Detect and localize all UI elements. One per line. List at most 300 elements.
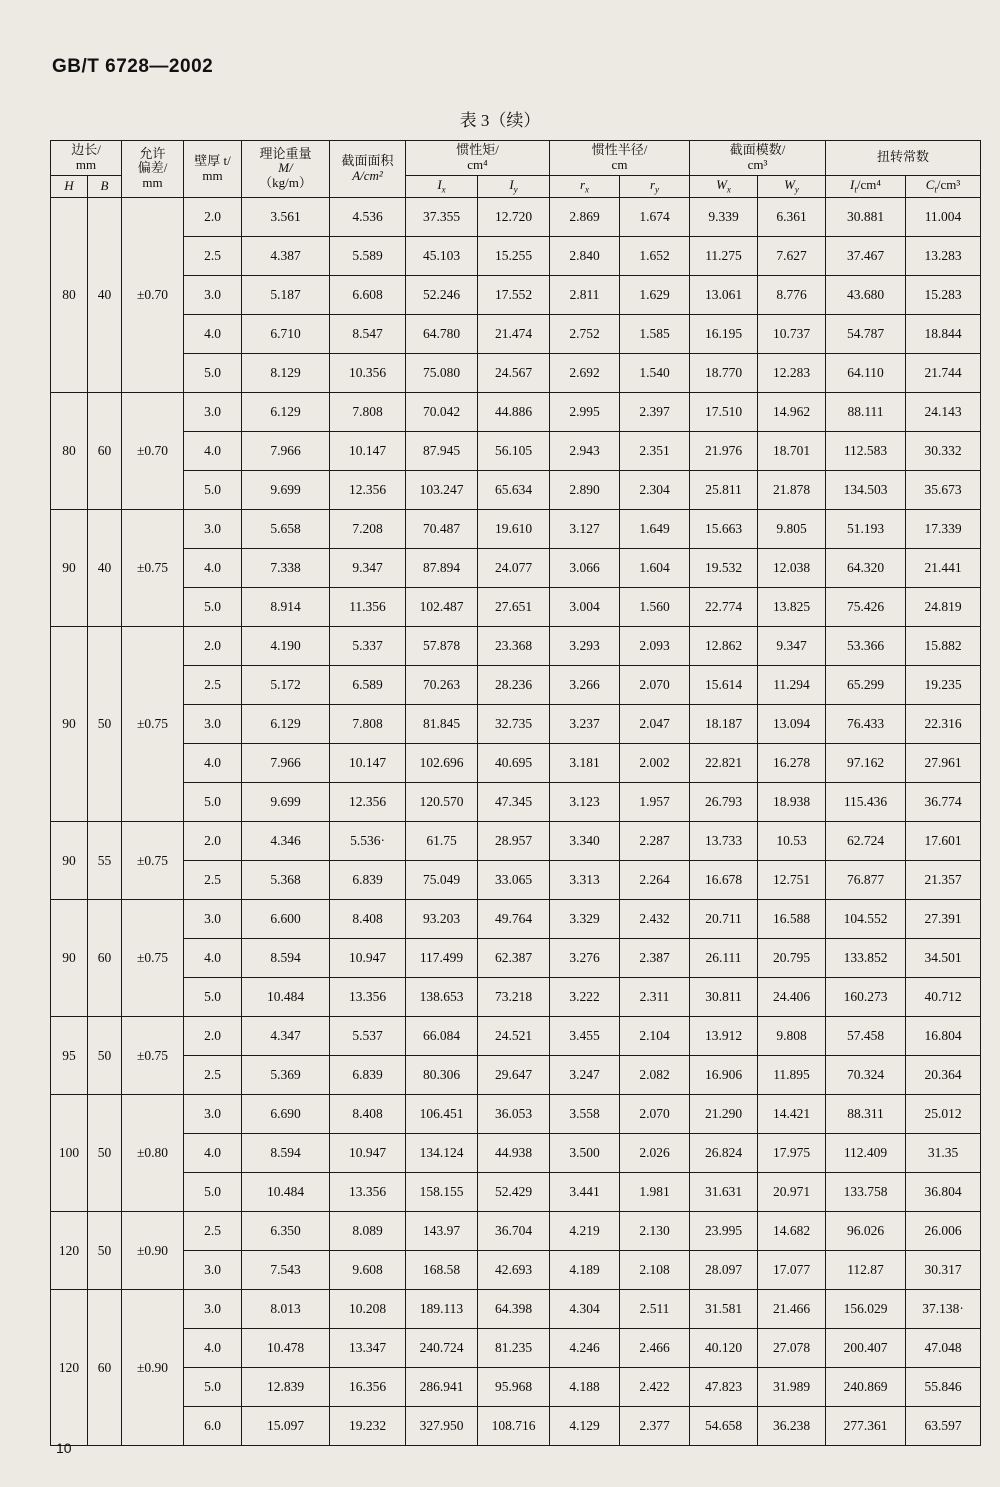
cell-weight: 8.013 bbox=[242, 1289, 330, 1328]
header-ry: $r_y$ bbox=[620, 175, 690, 197]
cell-rx: 3.247 bbox=[550, 1055, 620, 1094]
cell-rx: 3.340 bbox=[550, 821, 620, 860]
cell-Ix: 80.306 bbox=[406, 1055, 478, 1094]
cell-area: 8.547 bbox=[330, 314, 406, 353]
cell-ry: 1.540 bbox=[620, 353, 690, 392]
cell-Ix: 120.570 bbox=[406, 782, 478, 821]
cell-area: 10.147 bbox=[330, 743, 406, 782]
cell-area: 12.356 bbox=[330, 470, 406, 509]
cell-Iy: 56.105 bbox=[478, 431, 550, 470]
cell-weight: 8.129 bbox=[242, 353, 330, 392]
cell-thickness: 2.5 bbox=[184, 665, 242, 704]
cell-Ix: 158.155 bbox=[406, 1172, 478, 1211]
cell-ry: 1.585 bbox=[620, 314, 690, 353]
cell-ry: 1.560 bbox=[620, 587, 690, 626]
cell-Wx: 13.912 bbox=[690, 1016, 758, 1055]
cell-area: 11.356 bbox=[330, 587, 406, 626]
cell-weight: 8.914 bbox=[242, 587, 330, 626]
header-radius bbox=[550, 141, 690, 176]
cell-Wx: 31.631 bbox=[690, 1172, 758, 1211]
cell-Ct: 21.357 bbox=[906, 860, 981, 899]
group-B: 55 bbox=[88, 821, 122, 899]
cell-Wy: 14.682 bbox=[758, 1211, 826, 1250]
header-Wy: $W_y$ bbox=[758, 175, 826, 197]
cell-rx: 4.246 bbox=[550, 1328, 620, 1367]
group-H: 95 bbox=[51, 1016, 88, 1094]
cell-It: 104.552 bbox=[826, 899, 906, 938]
cell-Wx: 22.821 bbox=[690, 743, 758, 782]
cell-Ct: 24.143 bbox=[906, 392, 981, 431]
table-row bbox=[51, 743, 981, 782]
cell-thickness: 4.0 bbox=[184, 1328, 242, 1367]
table-row bbox=[51, 782, 981, 821]
group-tolerance: ±0.90 bbox=[122, 1211, 184, 1289]
cell-rx: 4.189 bbox=[550, 1250, 620, 1289]
cell-rx: 2.869 bbox=[550, 197, 620, 236]
cell-Ix: 87.894 bbox=[406, 548, 478, 587]
cell-Ix: 75.049 bbox=[406, 860, 478, 899]
cell-Wy: 17.077 bbox=[758, 1250, 826, 1289]
cell-Ix: 286.941 bbox=[406, 1367, 478, 1406]
cell-Ix: 143.97 bbox=[406, 1211, 478, 1250]
group-H: 80 bbox=[51, 197, 88, 392]
cell-Ix: 70.042 bbox=[406, 392, 478, 431]
cell-area: 5.337 bbox=[330, 626, 406, 665]
group-H: 120 bbox=[51, 1211, 88, 1289]
cell-It: 112.583 bbox=[826, 431, 906, 470]
table-row bbox=[51, 1172, 981, 1211]
cell-It: 75.426 bbox=[826, 587, 906, 626]
cell-weight: 6.129 bbox=[242, 392, 330, 431]
group-B: 60 bbox=[88, 899, 122, 1016]
cell-ry: 2.397 bbox=[620, 392, 690, 431]
cell-area: 10.947 bbox=[330, 938, 406, 977]
cell-rx: 2.840 bbox=[550, 236, 620, 275]
cell-ry: 2.264 bbox=[620, 860, 690, 899]
cell-Iy: 23.368 bbox=[478, 626, 550, 665]
header-weight bbox=[242, 141, 330, 198]
cell-ry: 2.304 bbox=[620, 470, 690, 509]
header-inertia bbox=[406, 141, 550, 176]
cell-Iy: 44.938 bbox=[478, 1133, 550, 1172]
cell-rx: 3.066 bbox=[550, 548, 620, 587]
group-tolerance: ±0.70 bbox=[122, 392, 184, 509]
cell-rx: 3.127 bbox=[550, 509, 620, 548]
cell-Ix: 87.945 bbox=[406, 431, 478, 470]
cell-Iy: 36.053 bbox=[478, 1094, 550, 1133]
cell-Ct: 36.804 bbox=[906, 1172, 981, 1211]
cell-thickness: 2.0 bbox=[184, 1016, 242, 1055]
cell-rx: 2.943 bbox=[550, 431, 620, 470]
cell-rx: 3.237 bbox=[550, 704, 620, 743]
cell-Wx: 18.187 bbox=[690, 704, 758, 743]
header-side-length-unit: mm bbox=[75, 156, 97, 172]
cell-weight: 7.966 bbox=[242, 743, 330, 782]
cell-Ct: 27.961 bbox=[906, 743, 981, 782]
cell-Iy: 29.647 bbox=[478, 1055, 550, 1094]
cell-Iy: 44.886 bbox=[478, 392, 550, 431]
cell-ry: 2.351 bbox=[620, 431, 690, 470]
cell-Wy: 10.53 bbox=[758, 821, 826, 860]
cell-weight: 5.368 bbox=[242, 860, 330, 899]
cell-Iy: 47.345 bbox=[478, 782, 550, 821]
table-row bbox=[51, 236, 981, 275]
cell-weight: 7.338 bbox=[242, 548, 330, 587]
cell-Ct: 27.391 bbox=[906, 899, 981, 938]
cell-It: 53.366 bbox=[826, 626, 906, 665]
cell-Wx: 26.111 bbox=[690, 938, 758, 977]
cell-Ix: 66.084 bbox=[406, 1016, 478, 1055]
cell-Wx: 21.290 bbox=[690, 1094, 758, 1133]
cell-Wx: 30.811 bbox=[690, 977, 758, 1016]
cell-thickness: 2.5 bbox=[184, 860, 242, 899]
header-torsion bbox=[826, 141, 981, 176]
cell-thickness: 2.0 bbox=[184, 821, 242, 860]
cell-It: 112.87 bbox=[826, 1250, 906, 1289]
table-row bbox=[51, 587, 981, 626]
cell-thickness: 3.0 bbox=[184, 275, 242, 314]
cell-Iy: 24.077 bbox=[478, 548, 550, 587]
header-tolerance-unit: mm bbox=[142, 175, 163, 191]
cell-ry: 2.130 bbox=[620, 1211, 690, 1250]
cell-ry: 1.652 bbox=[620, 236, 690, 275]
header-Iy: $I_y$ bbox=[478, 175, 550, 197]
cell-Ix: 117.499 bbox=[406, 938, 478, 977]
cell-It: 133.852 bbox=[826, 938, 906, 977]
cell-Wy: 16.588 bbox=[758, 899, 826, 938]
cell-Iy: 64.398 bbox=[478, 1289, 550, 1328]
group-B: 50 bbox=[88, 1016, 122, 1094]
cell-weight: 6.600 bbox=[242, 899, 330, 938]
cell-It: 62.724 bbox=[826, 821, 906, 860]
cell-Wx: 16.678 bbox=[690, 860, 758, 899]
cell-thickness: 5.0 bbox=[184, 353, 242, 392]
cell-weight: 6.710 bbox=[242, 314, 330, 353]
cell-Ix: 52.246 bbox=[406, 275, 478, 314]
cell-Wx: 22.774 bbox=[690, 587, 758, 626]
cell-ry: 2.108 bbox=[620, 1250, 690, 1289]
cell-Wy: 9.347 bbox=[758, 626, 826, 665]
table-row bbox=[51, 704, 981, 743]
cell-Ct: 17.339 bbox=[906, 509, 981, 548]
cell-It: 54.787 bbox=[826, 314, 906, 353]
cell-area: 6.608 bbox=[330, 275, 406, 314]
cell-Iy: 42.693 bbox=[478, 1250, 550, 1289]
cell-rx: 3.455 bbox=[550, 1016, 620, 1055]
header-Ct: $C_t$/cm³ bbox=[906, 175, 981, 197]
cell-Iy: 27.651 bbox=[478, 587, 550, 626]
cell-ry: 2.422 bbox=[620, 1367, 690, 1406]
cell-thickness: 4.0 bbox=[184, 548, 242, 587]
group-B: 50 bbox=[88, 1094, 122, 1211]
cell-rx: 3.500 bbox=[550, 1133, 620, 1172]
cell-It: 88.311 bbox=[826, 1094, 906, 1133]
table-row bbox=[51, 1094, 981, 1133]
cell-ry: 2.311 bbox=[620, 977, 690, 1016]
cell-Wy: 12.283 bbox=[758, 353, 826, 392]
header-inertia-unit: cm⁴ bbox=[467, 156, 488, 172]
cell-Wy: 6.361 bbox=[758, 197, 826, 236]
cell-Ix: 45.103 bbox=[406, 236, 478, 275]
cell-Wx: 26.824 bbox=[690, 1133, 758, 1172]
cell-Wx: 9.339 bbox=[690, 197, 758, 236]
header-It: $I_t$/cm⁴ bbox=[826, 175, 906, 197]
cell-ry: 1.604 bbox=[620, 548, 690, 587]
cell-thickness: 3.0 bbox=[184, 899, 242, 938]
group-H: 100 bbox=[51, 1094, 88, 1211]
cell-Ct: 26.006 bbox=[906, 1211, 981, 1250]
cell-Wx: 54.658 bbox=[690, 1406, 758, 1445]
cell-Ix: 57.878 bbox=[406, 626, 478, 665]
cell-area: 8.408 bbox=[330, 899, 406, 938]
group-H: 120 bbox=[51, 1289, 88, 1445]
cell-area: 13.356 bbox=[330, 1172, 406, 1211]
cell-Wy: 14.421 bbox=[758, 1094, 826, 1133]
cell-Ct: 30.332 bbox=[906, 431, 981, 470]
cell-area: 8.408 bbox=[330, 1094, 406, 1133]
header-radius-label: 惯性半径/ bbox=[591, 142, 648, 157]
table-row bbox=[51, 626, 981, 665]
data-table-container bbox=[50, 140, 964, 1446]
table-row bbox=[51, 197, 981, 236]
cell-Wy: 14.962 bbox=[758, 392, 826, 431]
cell-Wy: 18.701 bbox=[758, 431, 826, 470]
cell-weight: 9.699 bbox=[242, 470, 330, 509]
cell-Wx: 20.711 bbox=[690, 899, 758, 938]
cell-thickness: 4.0 bbox=[184, 314, 242, 353]
cell-Wy: 16.278 bbox=[758, 743, 826, 782]
cell-It: 96.026 bbox=[826, 1211, 906, 1250]
cell-Ix: 61.75 bbox=[406, 821, 478, 860]
cell-Wx: 15.663 bbox=[690, 509, 758, 548]
cell-area: 10.947 bbox=[330, 1133, 406, 1172]
cell-Ix: 106.451 bbox=[406, 1094, 478, 1133]
cell-area: 6.589 bbox=[330, 665, 406, 704]
cell-It: 156.029 bbox=[826, 1289, 906, 1328]
cell-area: 19.232 bbox=[330, 1406, 406, 1445]
cell-area: 5.536· bbox=[330, 821, 406, 860]
cell-ry: 1.649 bbox=[620, 509, 690, 548]
cell-area: 9.347 bbox=[330, 548, 406, 587]
cell-Wx: 17.510 bbox=[690, 392, 758, 431]
cell-Ct: 30.317 bbox=[906, 1250, 981, 1289]
cell-It: 88.111 bbox=[826, 392, 906, 431]
cell-thickness: 2.0 bbox=[184, 197, 242, 236]
table-row bbox=[51, 977, 981, 1016]
cell-Ix: 168.58 bbox=[406, 1250, 478, 1289]
cell-Ix: 70.487 bbox=[406, 509, 478, 548]
header-tolerance bbox=[122, 141, 184, 198]
group-tolerance: ±0.75 bbox=[122, 509, 184, 626]
cell-Iy: 32.735 bbox=[478, 704, 550, 743]
cell-area: 13.356 bbox=[330, 977, 406, 1016]
cell-thickness: 3.0 bbox=[184, 704, 242, 743]
cell-Ix: 102.696 bbox=[406, 743, 478, 782]
cell-Ix: 138.653 bbox=[406, 977, 478, 1016]
group-tolerance: ±0.75 bbox=[122, 821, 184, 899]
cell-Wx: 23.995 bbox=[690, 1211, 758, 1250]
cell-Wy: 12.038 bbox=[758, 548, 826, 587]
header-Ix: $I_x$ bbox=[406, 175, 478, 197]
cell-It: 112.409 bbox=[826, 1133, 906, 1172]
cell-Iy: 52.429 bbox=[478, 1172, 550, 1211]
cell-Wx: 31.581 bbox=[690, 1289, 758, 1328]
cell-rx: 4.219 bbox=[550, 1211, 620, 1250]
table-row bbox=[51, 431, 981, 470]
table-row bbox=[51, 1016, 981, 1055]
cell-Wx: 28.097 bbox=[690, 1250, 758, 1289]
cell-Ix: 134.124 bbox=[406, 1133, 478, 1172]
page-number: 10 bbox=[56, 1440, 72, 1456]
cell-area: 16.356 bbox=[330, 1367, 406, 1406]
table-row bbox=[51, 821, 981, 860]
cell-Wx: 25.811 bbox=[690, 470, 758, 509]
cell-weight: 8.594 bbox=[242, 1133, 330, 1172]
table-row bbox=[51, 1367, 981, 1406]
table-row bbox=[51, 509, 981, 548]
cell-weight: 3.561 bbox=[242, 197, 330, 236]
header-B: B bbox=[88, 175, 122, 197]
cell-Iy: 73.218 bbox=[478, 977, 550, 1016]
header-thickness-label: 壁厚 t/ bbox=[194, 152, 231, 168]
cell-Ct: 55.846 bbox=[906, 1367, 981, 1406]
cell-Ct: 40.712 bbox=[906, 977, 981, 1016]
header-torsion-label: 扭转常数 bbox=[877, 149, 930, 165]
cell-rx: 3.123 bbox=[550, 782, 620, 821]
cell-thickness: 5.0 bbox=[184, 782, 242, 821]
cell-area: 5.537 bbox=[330, 1016, 406, 1055]
cell-area: 6.839 bbox=[330, 860, 406, 899]
cell-Iy: 19.610 bbox=[478, 509, 550, 548]
cell-thickness: 5.0 bbox=[184, 587, 242, 626]
cell-Ct: 31.35 bbox=[906, 1133, 981, 1172]
cell-Wy: 21.466 bbox=[758, 1289, 826, 1328]
cell-weight: 10.484 bbox=[242, 1172, 330, 1211]
group-tolerance: ±0.75 bbox=[122, 899, 184, 1016]
header-modulus-unit: cm³ bbox=[747, 156, 768, 172]
cell-ry: 1.957 bbox=[620, 782, 690, 821]
cell-Iy: 17.552 bbox=[478, 275, 550, 314]
cell-Ct: 16.804 bbox=[906, 1016, 981, 1055]
cell-thickness: 5.0 bbox=[184, 1367, 242, 1406]
cell-rx: 3.266 bbox=[550, 665, 620, 704]
table-row bbox=[51, 1250, 981, 1289]
cell-ry: 1.981 bbox=[620, 1172, 690, 1211]
header-tolerance-line2: 偏差/ bbox=[137, 160, 168, 176]
cell-It: 57.458 bbox=[826, 1016, 906, 1055]
header-Wx: $W_x$ bbox=[690, 175, 758, 197]
cell-Ct: 47.048 bbox=[906, 1328, 981, 1367]
cell-ry: 2.387 bbox=[620, 938, 690, 977]
group-tolerance: ±0.75 bbox=[122, 626, 184, 821]
cell-thickness: 6.0 bbox=[184, 1406, 242, 1445]
cell-Ct: 36.774 bbox=[906, 782, 981, 821]
cell-weight: 5.369 bbox=[242, 1055, 330, 1094]
cell-ry: 2.047 bbox=[620, 704, 690, 743]
cell-Iy: 33.065 bbox=[478, 860, 550, 899]
cell-rx: 3.558 bbox=[550, 1094, 620, 1133]
cell-Ct: 63.597 bbox=[906, 1406, 981, 1445]
cell-thickness: 2.5 bbox=[184, 1055, 242, 1094]
group-tolerance: ±0.80 bbox=[122, 1094, 184, 1211]
cell-It: 65.299 bbox=[826, 665, 906, 704]
cell-Ct: 22.316 bbox=[906, 704, 981, 743]
cell-Wy: 20.795 bbox=[758, 938, 826, 977]
cell-Iy: 28.957 bbox=[478, 821, 550, 860]
group-B: 50 bbox=[88, 626, 122, 821]
cell-weight: 4.387 bbox=[242, 236, 330, 275]
header-modulus-label: 截面模数/ bbox=[729, 142, 786, 157]
table-row bbox=[51, 899, 981, 938]
cell-rx: 3.004 bbox=[550, 587, 620, 626]
cell-Ct: 37.138· bbox=[906, 1289, 981, 1328]
cell-It: 240.869 bbox=[826, 1367, 906, 1406]
group-B: 40 bbox=[88, 197, 122, 392]
cell-Ct: 19.235 bbox=[906, 665, 981, 704]
cell-It: 160.273 bbox=[826, 977, 906, 1016]
cell-area: 8.089 bbox=[330, 1211, 406, 1250]
group-B: 60 bbox=[88, 392, 122, 509]
header-side-length-label: 边长/ bbox=[71, 142, 101, 157]
cell-rx: 3.329 bbox=[550, 899, 620, 938]
cell-Wy: 13.825 bbox=[758, 587, 826, 626]
table-row bbox=[51, 275, 981, 314]
table-header bbox=[51, 141, 981, 198]
header-thickness bbox=[184, 141, 242, 198]
header-tolerance-line1: 允许 bbox=[139, 145, 166, 161]
cell-Wy: 11.895 bbox=[758, 1055, 826, 1094]
table-row bbox=[51, 353, 981, 392]
cell-thickness: 3.0 bbox=[184, 1289, 242, 1328]
cell-Wx: 13.733 bbox=[690, 821, 758, 860]
cell-rx: 2.692 bbox=[550, 353, 620, 392]
cell-Wy: 21.878 bbox=[758, 470, 826, 509]
cell-Wy: 9.808 bbox=[758, 1016, 826, 1055]
cell-Ct: 25.012 bbox=[906, 1094, 981, 1133]
cell-ry: 2.070 bbox=[620, 665, 690, 704]
cell-Wy: 7.627 bbox=[758, 236, 826, 275]
cell-area: 5.589 bbox=[330, 236, 406, 275]
cell-weight: 5.172 bbox=[242, 665, 330, 704]
cell-It: 64.110 bbox=[826, 353, 906, 392]
cell-Iy: 65.634 bbox=[478, 470, 550, 509]
cell-thickness: 3.0 bbox=[184, 392, 242, 431]
cell-area: 7.208 bbox=[330, 509, 406, 548]
cell-Ct: 21.441 bbox=[906, 548, 981, 587]
cell-Wx: 13.061 bbox=[690, 275, 758, 314]
cell-Ct: 35.673 bbox=[906, 470, 981, 509]
cell-weight: 4.190 bbox=[242, 626, 330, 665]
cell-Ix: 103.247 bbox=[406, 470, 478, 509]
cell-area: 6.839 bbox=[330, 1055, 406, 1094]
cell-Wy: 17.975 bbox=[758, 1133, 826, 1172]
cell-Wy: 8.776 bbox=[758, 275, 826, 314]
cell-Ct: 11.004 bbox=[906, 197, 981, 236]
header-rx: $r_x$ bbox=[550, 175, 620, 197]
cell-weight: 7.966 bbox=[242, 431, 330, 470]
standard-code: GB/T 6728—2002 bbox=[52, 56, 214, 77]
group-tolerance: ±0.90 bbox=[122, 1289, 184, 1445]
cell-Iy: 36.704 bbox=[478, 1211, 550, 1250]
cell-weight: 5.658 bbox=[242, 509, 330, 548]
table-row bbox=[51, 470, 981, 509]
table-row bbox=[51, 392, 981, 431]
cell-area: 13.347 bbox=[330, 1328, 406, 1367]
cell-Wy: 27.078 bbox=[758, 1328, 826, 1367]
cell-Ct: 18.844 bbox=[906, 314, 981, 353]
header-radius-unit: cm bbox=[611, 156, 628, 172]
cell-Ct: 15.882 bbox=[906, 626, 981, 665]
